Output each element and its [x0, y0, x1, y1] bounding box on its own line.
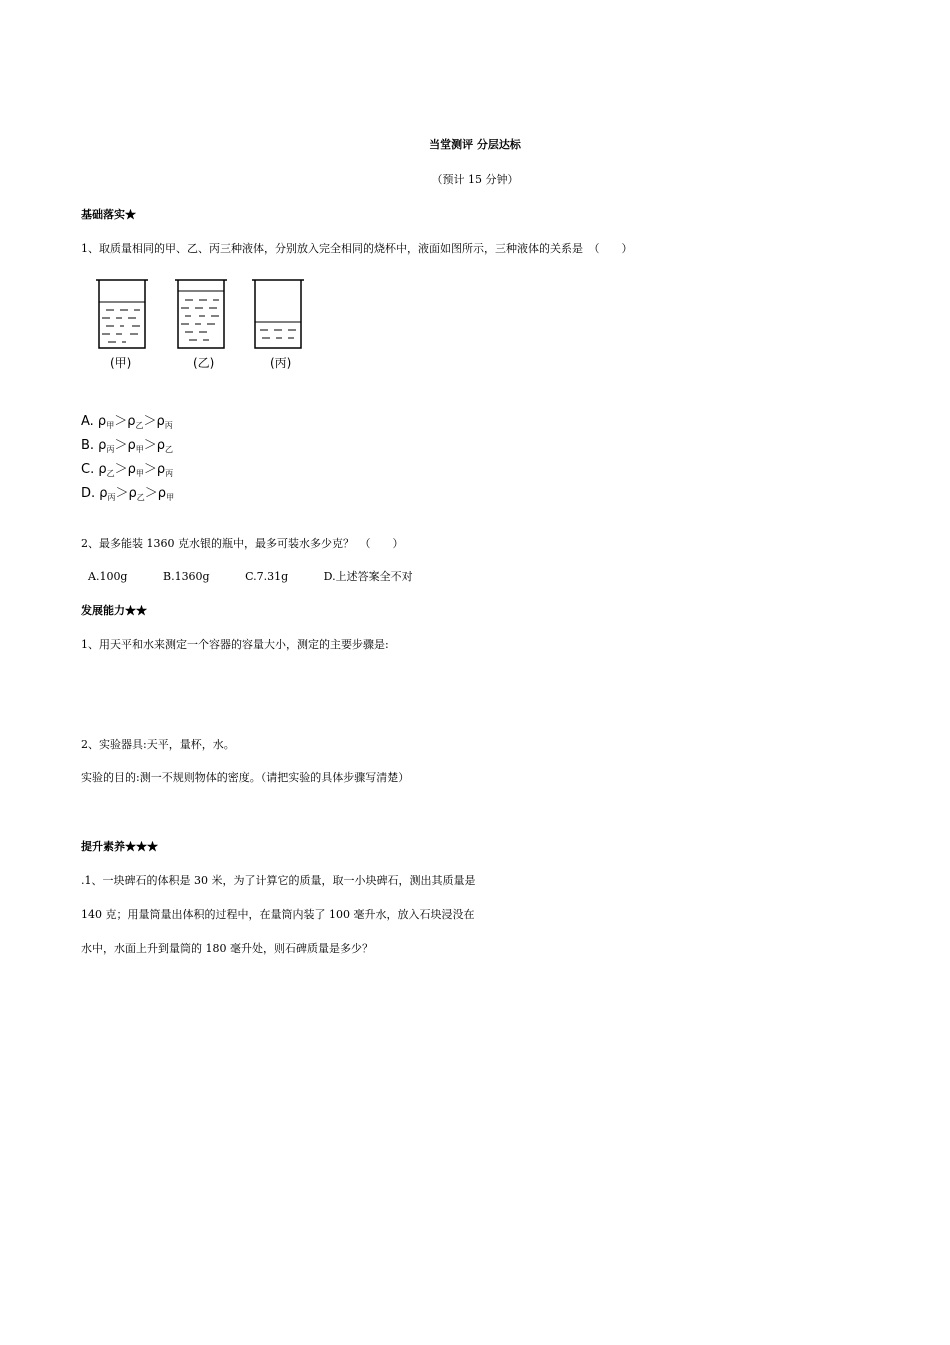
- develop-question-2: 2、实验器具:天平，量杯，水。: [81, 738, 235, 751]
- choice-b: B.1360g: [162, 570, 210, 583]
- choice-d: D.上述答案全不对: [323, 570, 413, 583]
- question-1-text: 1、取质量相同的甲、乙、丙三种液体，分别放入完全相同的烧杯中，液面如图所示，三种液体的关系是 （ ）: [81, 242, 633, 255]
- improve-question-line-2: 140 克；用量筒量出体积的过程中，在量筒内装了 100 毫升水，放入石块浸没在: [81, 908, 475, 921]
- option-d: D. $\rho_丙>\rho_乙>\rho_甲$: [81, 486, 175, 502]
- beaker-label-jia: (甲): [110, 356, 132, 370]
- question-2-text: 2、最多能装 1360 克水银的瓶中，最多可装水多少克？ （ ）: [81, 537, 404, 550]
- option-b: B. $\rho_丙>\rho_甲>\rho_乙$: [81, 438, 173, 454]
- beakers-figure: [90, 274, 330, 378]
- improve-question-line-3: 水中，水面上升到量筒的 180 毫升处，则石碑质量是多少？: [81, 942, 373, 955]
- choice-c: C.7.31g: [245, 570, 289, 583]
- option-a: A. $\rho_甲>\rho_乙>\rho_丙$: [81, 414, 173, 430]
- develop-question-1: 1、用天平和水来测定一个容器的容量大小，测定的主要步骤是:: [81, 638, 389, 651]
- improve-question-line-1: .1、一块碑石的体积是 30 米，为了计算它的质量，取一小块碑石，测出其质量是: [81, 874, 476, 887]
- beaker-yi: [175, 280, 227, 348]
- question-2-choices: [88, 568, 445, 584]
- beaker-label-yi: (乙): [193, 356, 215, 370]
- beaker-label-bing: (丙): [270, 356, 292, 370]
- section-improve-heading: 提升素养★★★: [81, 840, 158, 853]
- beaker-bing: [252, 280, 304, 348]
- page-subtitle: （预计 15 分钟）: [431, 173, 519, 186]
- section-develop-heading: 发展能力★★: [81, 604, 147, 617]
- develop-question-2-purpose: 实验的目的:测一不规则物体的密度。（请把实验的具体步骤写清楚）: [81, 771, 410, 784]
- section-basic-heading: 基础落实★: [81, 208, 136, 221]
- choice-a: A.100g: [88, 570, 128, 583]
- option-c: C. $\rho_乙>\rho_甲>\rho_丙$: [81, 462, 174, 478]
- beaker-jia: [96, 280, 148, 348]
- page-title: 当堂测评 分层达标: [429, 138, 521, 151]
